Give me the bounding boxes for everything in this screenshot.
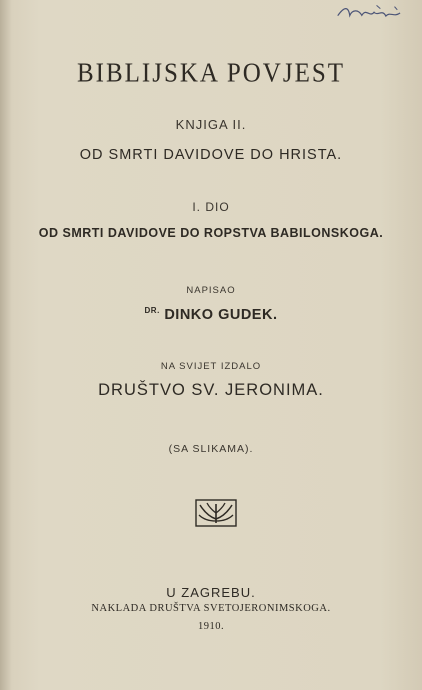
- author-intro: NAPISAO: [186, 285, 236, 296]
- society-name: DRUŠTVO SV. JERONIMA.: [98, 381, 324, 399]
- volume-label: KNJIGA II.: [175, 117, 247, 132]
- signature-scribble: [335, 0, 406, 26]
- publisher-intro: NA SVIJET IZDALO: [160, 361, 262, 372]
- illustrations-note: (SA SLIKAMA).: [168, 443, 254, 455]
- printer-ornament: [195, 499, 237, 527]
- part-title: OD SMRTI DAVIDOVE DO ROPSTVA BABILONSKOGA.: [38, 226, 384, 240]
- part-label: I. DIO: [192, 200, 230, 214]
- publication-city: U ZAGREBU.: [166, 585, 256, 600]
- publication-year: 1910.: [197, 621, 225, 632]
- author-prefix: DR.: [144, 306, 160, 315]
- publisher-name: NAKLADA DRUŠTVA SVETOJERONIMSKOGA.: [91, 603, 331, 614]
- book-subtitle: OD SMRTI DAVIDOVE DO HRISTA.: [79, 147, 343, 163]
- book-title: BIBLIJSKA POVJEST: [76, 58, 346, 89]
- handwritten-signature: [335, 0, 406, 26]
- author-name: DINKO GUDEK.: [164, 307, 278, 323]
- author-line: [0, 306, 422, 323]
